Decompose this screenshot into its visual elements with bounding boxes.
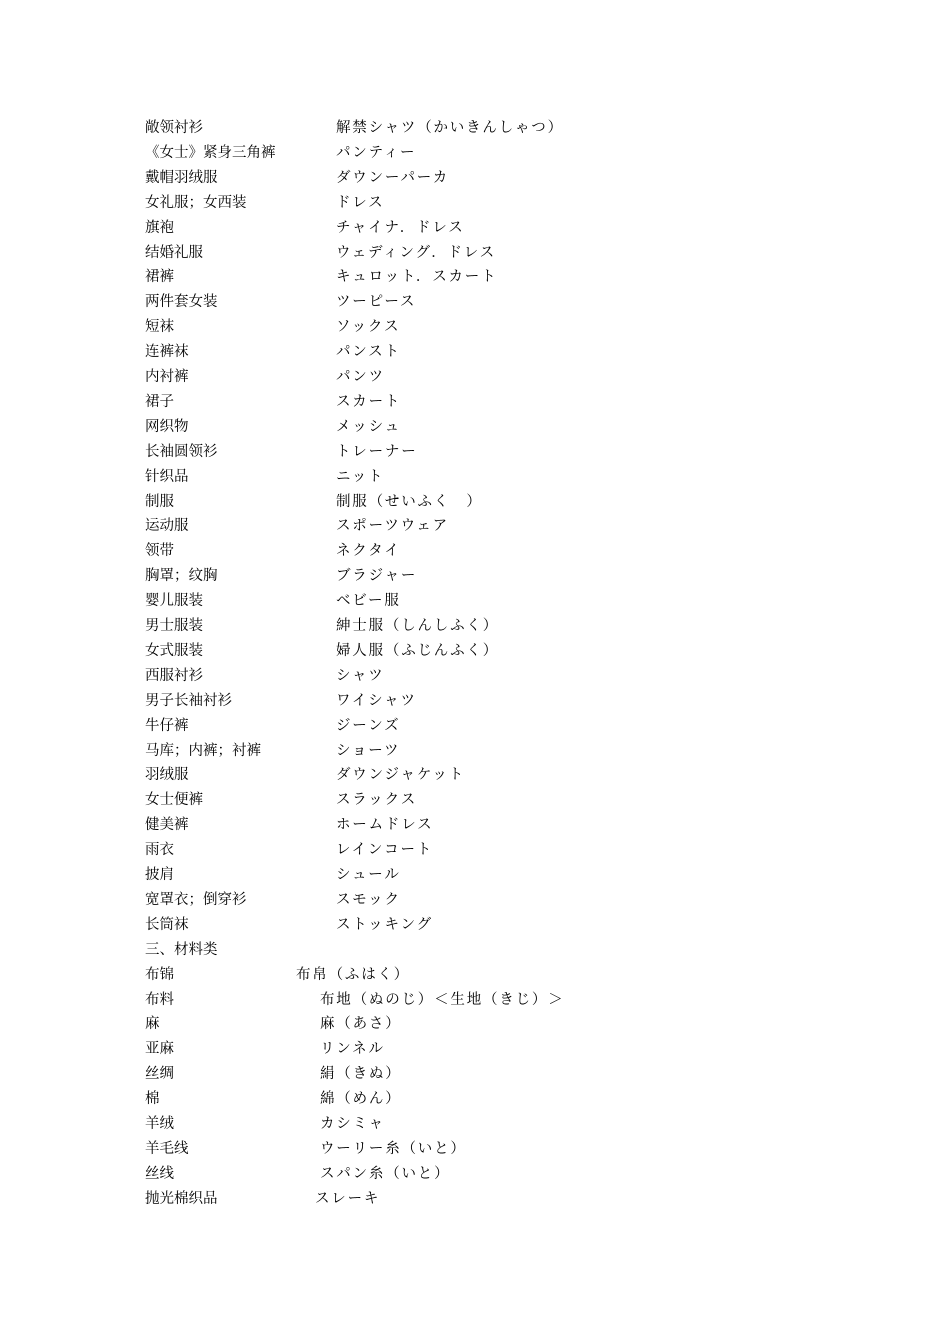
chinese-term: 裙子 [145, 393, 174, 410]
chinese-term: 内衬裤 [145, 369, 189, 385]
japanese-term: スカート [336, 393, 402, 410]
term-row [0, 340, 950, 365]
term-row [0, 1012, 950, 1037]
japanese-term: 婦人服（ふじんふく） [336, 642, 499, 659]
japanese-term: 紳士服（しんしふく） [336, 618, 499, 634]
chinese-term: 羊绒 [145, 1116, 174, 1132]
japanese-term: ストッキング [336, 916, 433, 933]
japanese-term: スレーキ [315, 1190, 381, 1207]
chinese-term: 旗袍 [145, 219, 174, 236]
term-row [0, 838, 950, 863]
chinese-term: 丝绸 [145, 1066, 174, 1083]
chinese-term: 裙裤 [145, 269, 174, 286]
chinese-term: 抛光棉织品 [145, 1190, 218, 1207]
term-row [0, 465, 950, 490]
japanese-term: ソックス [336, 319, 401, 336]
japanese-term: 綿（めん） [320, 1091, 402, 1108]
term-row [0, 714, 950, 739]
chinese-term: 胸罩；纹胸 [145, 568, 218, 585]
chinese-term: 马库；内裤；衬裤 [145, 742, 261, 759]
section-heading: 三、材料类 [145, 941, 218, 958]
term-row [0, 739, 950, 764]
japanese-term: メッシュ [336, 418, 401, 435]
chinese-term: 女礼服；女西装 [145, 194, 247, 211]
japanese-term: ホームドレス [336, 817, 434, 834]
japanese-term: ドレス [336, 194, 385, 211]
term-row [0, 490, 950, 515]
chinese-term: 两件套女装 [145, 294, 218, 311]
chinese-term: 婴儿服装 [145, 593, 203, 610]
chinese-term: 连裤袜 [145, 344, 189, 361]
japanese-term: スパン糸（いと） [320, 1165, 451, 1182]
term-row [0, 564, 950, 589]
japanese-term: ウェディング．ドレス [336, 244, 496, 261]
chinese-term: 西服衬衫 [145, 667, 203, 684]
term-row [0, 963, 950, 988]
japanese-term: 解禁シャツ（かいきんしゃつ） [336, 120, 564, 136]
japanese-term: ネクタイ [336, 543, 401, 560]
japanese-term: レインコート [336, 842, 434, 859]
chinese-term: 敞领衬衫 [145, 120, 203, 136]
chinese-term: 羊毛线 [145, 1140, 189, 1157]
term-row [0, 1062, 950, 1087]
japanese-term: ニット [336, 468, 385, 485]
chinese-term: 宽罩衣；倒穿衫 [145, 891, 247, 908]
term-row [0, 265, 950, 290]
japanese-term: ダウンーパーカ [336, 169, 450, 186]
term-row [0, 166, 950, 191]
japanese-term: スモック [336, 891, 401, 908]
term-row [0, 216, 950, 241]
term-row [0, 863, 950, 888]
japanese-term: 制服（せいふく ） [336, 493, 483, 510]
japanese-term: リンネル [320, 1041, 385, 1058]
japanese-term: トレーナー [336, 443, 418, 460]
japanese-term: ウーリー糸（いと） [320, 1140, 467, 1157]
chinese-term: 针织品 [145, 468, 189, 485]
term-row [0, 1112, 950, 1137]
japanese-term: スラックス [336, 792, 418, 809]
japanese-term: 麻（あさ） [320, 1016, 402, 1033]
chinese-term: 羽绒服 [145, 767, 189, 784]
japanese-term: チャイナ．ドレス [336, 219, 465, 236]
chinese-term: 女式服装 [145, 642, 203, 659]
japanese-term: シャツ [336, 667, 385, 684]
japanese-term: キュロット．スカート [336, 269, 498, 286]
term-row [0, 614, 950, 639]
section-heading-row [0, 938, 950, 963]
chinese-term: 长筒袜 [145, 916, 189, 933]
chinese-term: 亚麻 [145, 1041, 174, 1058]
chinese-term: 健美裤 [145, 817, 189, 834]
chinese-term: 布料 [145, 991, 174, 1008]
japanese-term: パンティー [336, 144, 417, 161]
chinese-term: 运动服 [145, 518, 189, 535]
japanese-term: 布帛（ふはく） [296, 966, 411, 983]
term-row [0, 639, 950, 664]
term-row [0, 116, 950, 141]
chinese-term: 网织物 [145, 418, 189, 435]
chinese-term: 布锦 [145, 966, 174, 983]
term-row [0, 1162, 950, 1187]
chinese-term: 男子长袖衬衫 [145, 692, 232, 709]
chinese-term: 短袜 [145, 319, 174, 336]
japanese-term: ダウンジャケット [336, 767, 466, 784]
term-row [0, 788, 950, 813]
chinese-term: 《女士》紧身三角裤 [145, 144, 276, 161]
chinese-term: 男士服装 [145, 618, 203, 634]
term-row [0, 988, 950, 1013]
term-row [0, 290, 950, 315]
term-row [0, 589, 950, 614]
japanese-term: ブラジャー [336, 568, 418, 585]
chinese-term: 结婚礼服 [145, 244, 203, 261]
japanese-term: ショーツ [336, 742, 401, 759]
term-row [0, 390, 950, 415]
term-row [0, 415, 950, 440]
chinese-term: 披肩 [145, 867, 174, 883]
term-row [0, 689, 950, 714]
term-row [0, 514, 950, 539]
term-row [0, 191, 950, 216]
chinese-term: 戴帽羽绒服 [145, 169, 218, 186]
term-row [0, 1087, 950, 1112]
term-row [0, 241, 950, 266]
term-row [0, 315, 950, 340]
japanese-term: ワイシャツ [336, 692, 417, 709]
japanese-term: ジーンズ [336, 717, 401, 734]
japanese-term: ツーピース [336, 294, 417, 311]
term-row [0, 664, 950, 689]
term-row [0, 763, 950, 788]
chinese-term: 牛仔裤 [145, 717, 189, 734]
japanese-term: パンツ [336, 369, 385, 385]
term-row [0, 913, 950, 938]
japanese-term: パンスト [336, 344, 401, 361]
term-row [0, 365, 950, 390]
chinese-term: 女士便裤 [145, 792, 203, 809]
term-row [0, 813, 950, 838]
japanese-term: 絹（きぬ） [320, 1066, 402, 1083]
term-row [0, 888, 950, 913]
term-row [0, 539, 950, 564]
term-row [0, 1187, 950, 1212]
term-row [0, 141, 950, 166]
term-row [0, 1037, 950, 1062]
chinese-term: 麻 [145, 1016, 160, 1033]
chinese-term: 丝线 [145, 1165, 174, 1182]
chinese-term: 雨衣 [145, 842, 174, 859]
chinese-term: 制服 [145, 493, 174, 510]
term-row [0, 440, 950, 465]
japanese-term: ベビー服 [336, 593, 401, 610]
term-row [0, 1137, 950, 1162]
japanese-term: カシミャ [320, 1116, 385, 1132]
chinese-term: 领带 [145, 543, 174, 560]
japanese-term: シュール [336, 867, 401, 883]
chinese-term: 长袖圆领衫 [145, 443, 218, 460]
japanese-term: スポーツウェア [336, 518, 449, 535]
japanese-term: 布地（ぬのじ）＜生地（きじ）＞ [320, 991, 565, 1008]
chinese-term: 棉 [145, 1091, 160, 1108]
